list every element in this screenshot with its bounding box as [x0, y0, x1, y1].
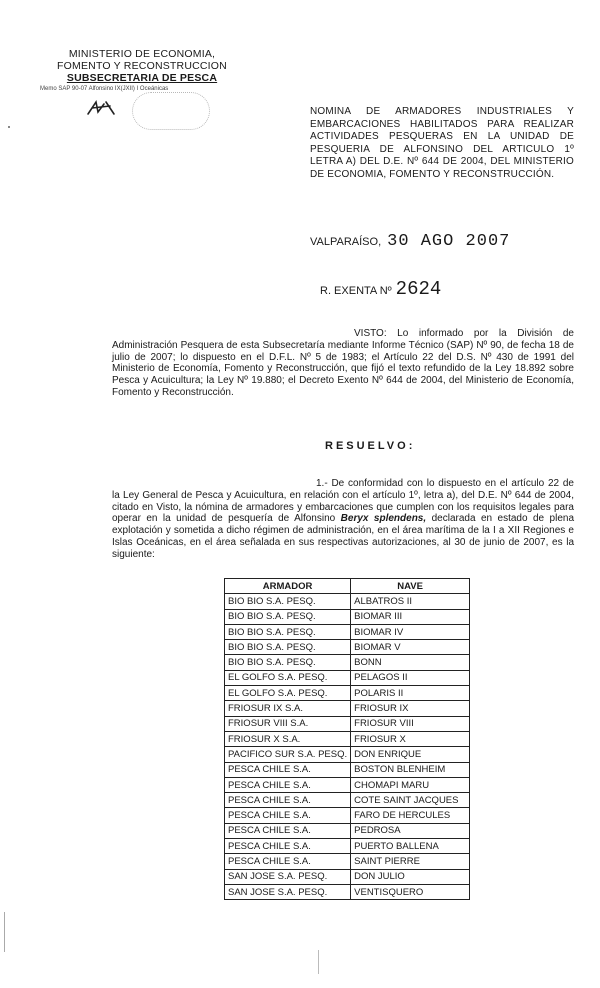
- armador-cell: PESCA CHILE S.A.: [225, 762, 351, 777]
- armador-cell: FRIOSUR IX S.A.: [225, 701, 351, 716]
- nave-cell: POLARIS II: [351, 686, 470, 701]
- armador-cell: BIO BIO S.A. PESQ.: [225, 624, 351, 639]
- table-row: [225, 731, 470, 746]
- nave-cell: CHOMAPI MARU: [351, 777, 470, 792]
- armador-cell: FRIOSUR VIII S.A.: [225, 716, 351, 731]
- place-label: VALPARAÍSO,: [310, 236, 382, 248]
- armador-cell: BIO BIO S.A. PESQ.: [225, 609, 351, 624]
- table-row: [225, 655, 470, 670]
- table-row: [225, 854, 470, 869]
- ministry-name-line1: MINISTERIO DE ECONOMIA,: [68, 48, 216, 60]
- armador-cell: BIO BIO S.A. PESQ.: [225, 594, 351, 609]
- nave-cell: ALBATROS II: [351, 594, 470, 609]
- armador-cell: PESCA CHILE S.A.: [225, 823, 351, 838]
- armador-cell: PACIFICO SUR S.A. PESQ.: [225, 747, 351, 762]
- nave-cell: PEDROSA: [351, 823, 470, 838]
- scan-center-mark: [318, 950, 319, 974]
- memo-reference: Memo SAP 90-07 Alfonsino IX(JXII) I Oceánicas: [40, 86, 169, 92]
- faded-stamp: [132, 92, 210, 130]
- armador-cell: PESCA CHILE S.A.: [225, 793, 351, 808]
- table-row: [225, 594, 470, 609]
- armador-cell: SAN JOSE S.A. PESQ.: [225, 869, 351, 884]
- point-1-text-after: declarada en estado de plena explotación y sometida a dicho régimen de administración, en el área marítima de la I a XII Regiones e Islas Oceánicas, en el área señalada en sus respectivas autorizaciones, al 30 de junio de 2007, es la siguiente:: [112, 513, 575, 560]
- nave-cell: DON ENRIQUE: [351, 747, 470, 762]
- table-row: [225, 793, 470, 808]
- nave-cell: BIOMAR III: [351, 609, 470, 624]
- ministry-name-line2: FOMENTO Y RECONSTRUCCION: [57, 60, 227, 72]
- stamped-date: 30 AGO 2007: [387, 232, 511, 251]
- table-row: [225, 869, 470, 884]
- resolution-topic: NOMINA DE ARMADORES INDUSTRIALES Y EMBARCACIONES HABILITADOS PARA REALIZAR ACTIVIDADES PESQUERAS EN LA UNIDAD DE PESQUERIA DE ALFONSINO DEL ARTICULO 1º LETRA A) DEL D.E. Nº 644 DE 2004, DEL MINISTERIO DE ECONOMIA, FOMENTO Y RECONSTRUCCIÓN.: [310, 106, 574, 180]
- nave-cell: PUERTO BALLENA: [351, 839, 470, 854]
- nave-cell: BONN: [351, 655, 470, 670]
- table-row: [225, 701, 470, 716]
- nave-cell: FRIOSUR X: [351, 731, 470, 746]
- table-row: [225, 747, 470, 762]
- scan-speck: [8, 126, 10, 128]
- table-header-row: [225, 579, 470, 594]
- place-date-line: [310, 232, 510, 251]
- point-1-paragraph: [112, 478, 574, 561]
- armador-cell: PESCA CHILE S.A.: [225, 854, 351, 869]
- scan-edge-mark: [4, 912, 5, 952]
- table-row: [225, 624, 470, 639]
- armador-cell: EL GOLFO S.A. PESQ.: [225, 670, 351, 685]
- resolution-number: 2624: [395, 278, 442, 300]
- point-1-text-before: 1.- De conformidad con lo dispuesto en el artículo 22 de la Ley General de Pesca y Acuicultura, en relación con el artículo 1º, letra a), del D.E. Nº 644 de 2004, citado en Visto, la nómina de armadores y embarcaciones que cumplen con los requisitos legales para operar en la unidad de pesquería de Alfonsino: [112, 478, 574, 525]
- nave-cell: PELAGOS II: [351, 670, 470, 685]
- table-row: [225, 762, 470, 777]
- armador-cell: FRIOSUR X S.A.: [225, 731, 351, 746]
- nave-cell: FRIOSUR IX: [351, 701, 470, 716]
- species-name: Beryx splendens,: [340, 513, 427, 525]
- resolution-label: R. EXENTA Nº: [320, 285, 392, 297]
- armador-cell: EL GOLFO S.A. PESQ.: [225, 686, 351, 701]
- column-header-armador: ARMADOR: [225, 579, 351, 594]
- subsecretaria-name: SUBSECRETARIA DE PESCA: [66, 72, 218, 84]
- table-row: [225, 808, 470, 823]
- armador-cell: BIO BIO S.A. PESQ.: [225, 655, 351, 670]
- table-row: [225, 609, 470, 624]
- table-row: [225, 686, 470, 701]
- nave-cell: BOSTON BLENHEIM: [351, 762, 470, 777]
- armadores-table: [224, 578, 470, 900]
- resolution-number-line: [320, 278, 441, 300]
- nave-cell: VENTISQUERO: [351, 884, 470, 899]
- nave-cell: FRIOSUR VIII: [351, 716, 470, 731]
- resuelvo-heading: RESUELVO:: [325, 440, 416, 452]
- armador-cell: SAN JOSE S.A. PESQ.: [225, 884, 351, 899]
- column-header-nave: NAVE: [351, 579, 470, 594]
- ministry-header: [52, 48, 232, 84]
- table-row: [225, 640, 470, 655]
- table-row: [225, 670, 470, 685]
- nave-cell: SAINT PIERRE: [351, 854, 470, 869]
- armador-cell: PESCA CHILE S.A.: [225, 777, 351, 792]
- nave-cell: COTE SAINT JACQUES: [351, 793, 470, 808]
- armador-cell: BIO BIO S.A. PESQ.: [225, 640, 351, 655]
- nave-cell: BIOMAR IV: [351, 624, 470, 639]
- table-row: [225, 716, 470, 731]
- table-row: [225, 777, 470, 792]
- nave-cell: BIOMAR V: [351, 640, 470, 655]
- armador-cell: PESCA CHILE S.A.: [225, 839, 351, 854]
- initials-signature: [84, 96, 124, 120]
- visto-paragraph: VISTO: Lo informado por la División de Administración Pesquera de esta Subsecretaría mediante Informe Técnico (SAP) Nº 90, de fecha 18 de julio de 2007; lo dispuesto en el D.F.L. Nº 5 de 1983; el Artículo 22 del D.S. Nº 430 de 1991 del Ministerio de Economía, Fomento y Reconstrucción, que fijó el texto refundido de la Ley 18.892 sobre Pesca y Acuicultura; la Ley Nº 19.880; el Decreto Exento Nº 644 de 2004, del Ministerio de Economía, Fomento y Reconstrucción.: [112, 328, 574, 398]
- nave-cell: DON JULIO: [351, 869, 470, 884]
- armador-cell: PESCA CHILE S.A.: [225, 808, 351, 823]
- table-row: [225, 823, 470, 838]
- nave-cell: FARO DE HERCULES: [351, 808, 470, 823]
- table-row: [225, 884, 470, 899]
- table-row: [225, 839, 470, 854]
